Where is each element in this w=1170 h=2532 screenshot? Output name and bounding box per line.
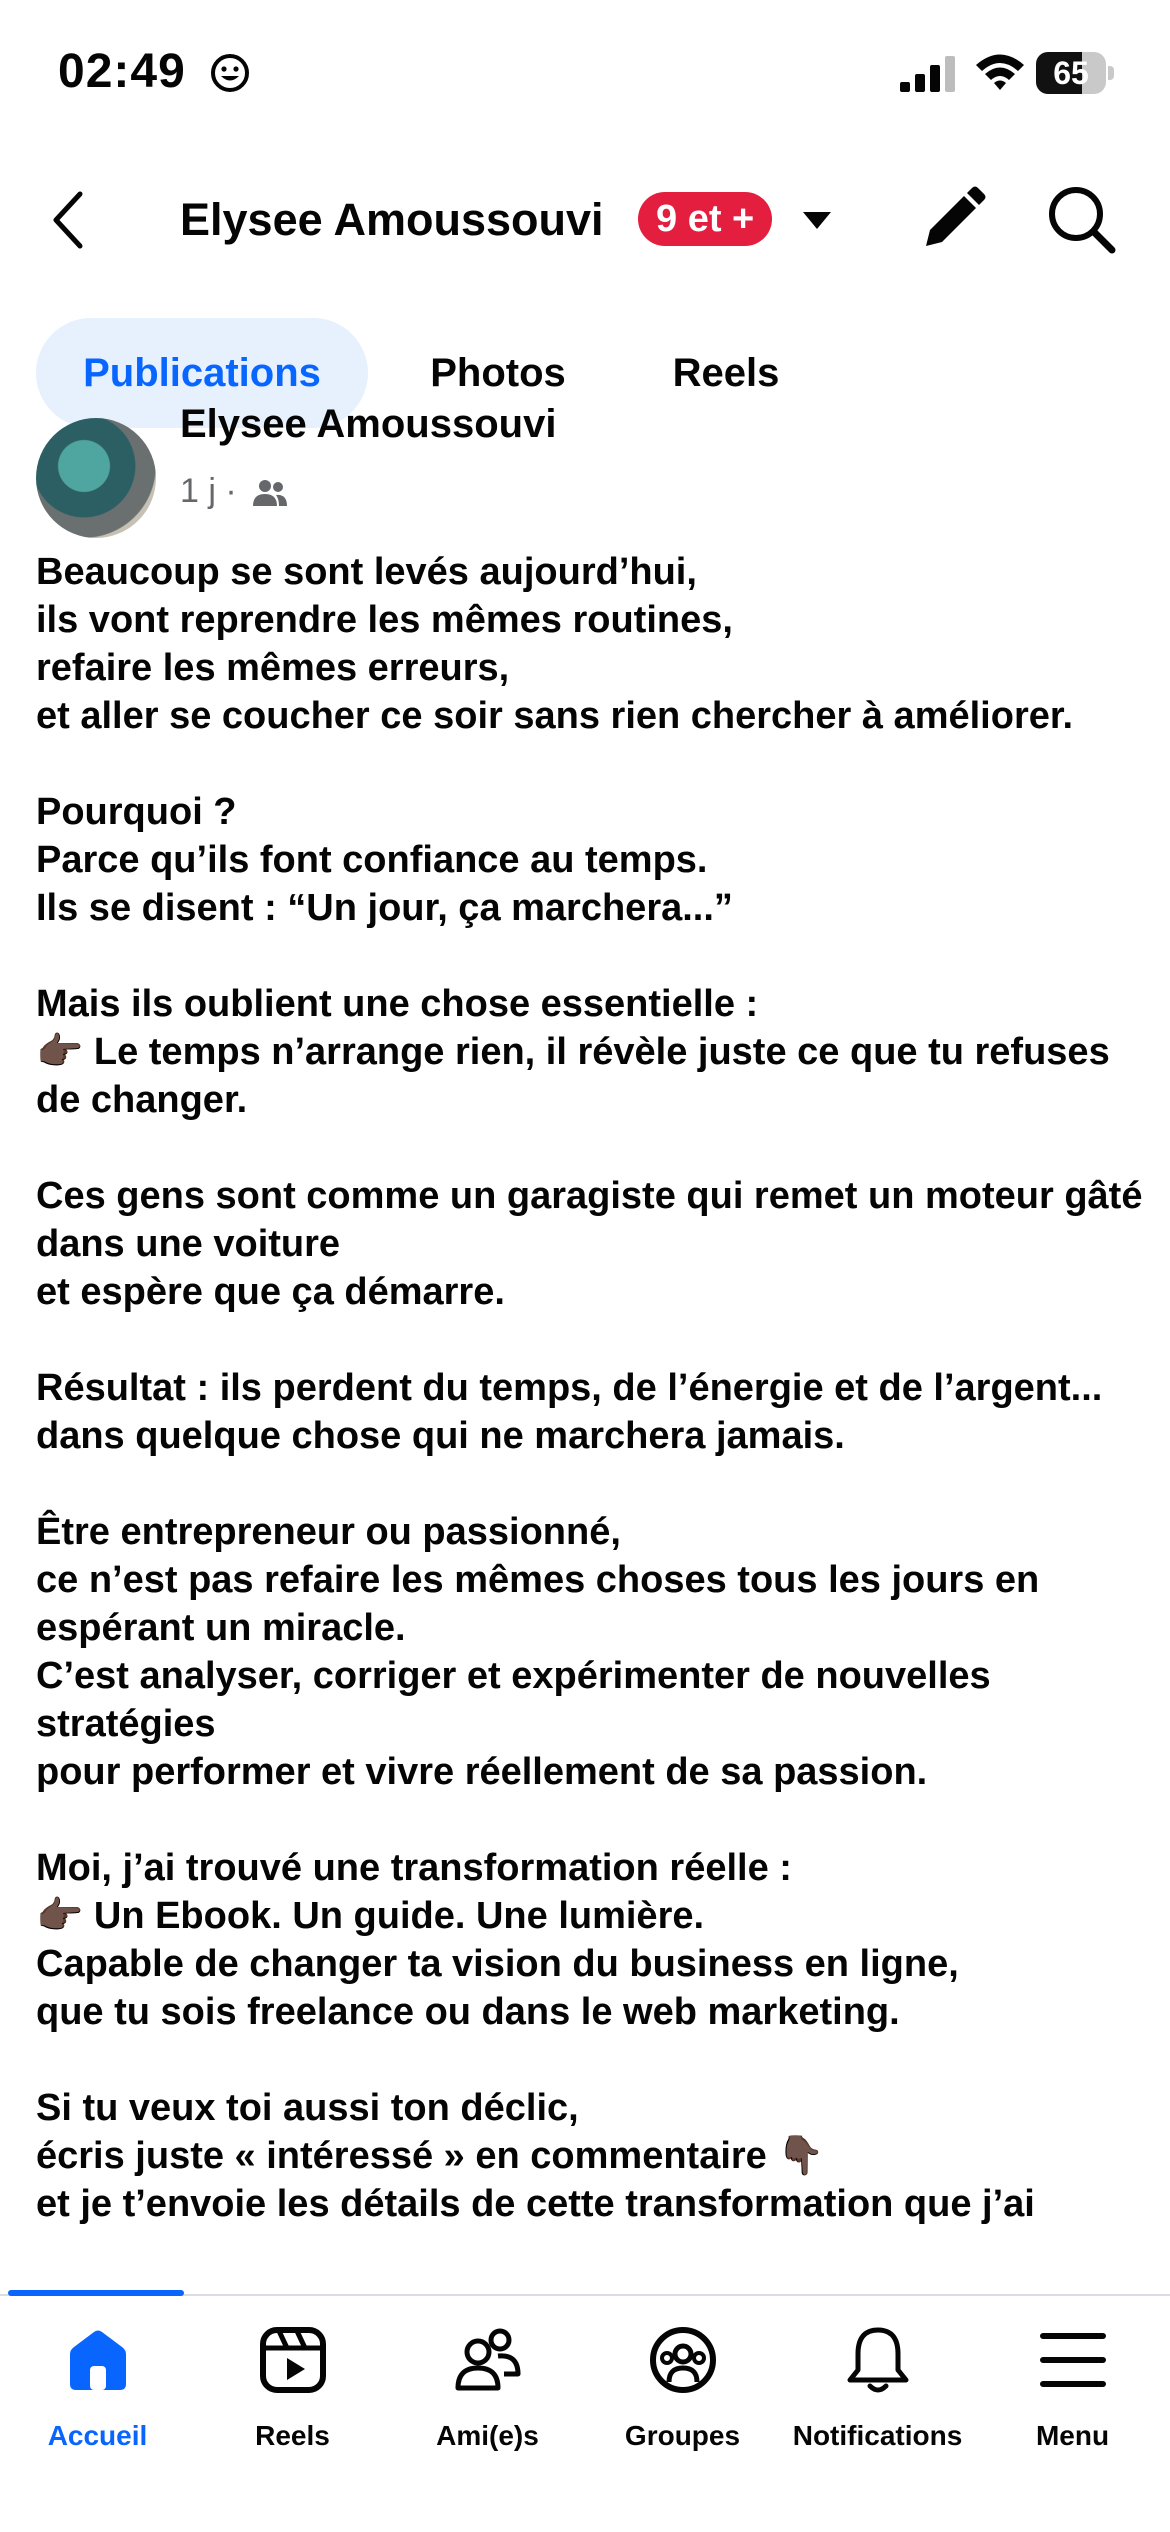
post-paragraph: Beaucoup se sont levés aujourd’hui, ils vont reprendre les mêmes routines, refaire les mêmes erreurs, et aller se coucher ce soir sans rien chercher à améliorer.	[36, 551, 1074, 737]
reels-icon	[257, 2324, 329, 2396]
post-paragraph: Si tu veux toi aussi ton déclic, écris juste « intéressé » en commentaire 👇🏿 et je t’envoie les détails de cette transformation que j’ai	[36, 2087, 1035, 2225]
post-paragraph: Être entrepreneur ou passionné, ce n’est pas refaire les mêmes choses tous les jours en espérant un miracle. C’est analyser, corriger et expérimenter de nouvelles stratégies pour performer et vivre réellement de sa passion.	[36, 1511, 1040, 1793]
nav-home[interactable]	[0, 2296, 195, 2496]
battery-nub	[1108, 66, 1114, 80]
tab-reels[interactable]: Reels	[672, 351, 780, 395]
friends-icon	[452, 2324, 524, 2396]
edit-pencil-icon[interactable]	[918, 184, 988, 254]
nav-menu[interactable]	[975, 2296, 1170, 2496]
menu-icon	[1037, 2324, 1109, 2396]
nav-label: Notifications	[792, 2420, 963, 2451]
tab-publications[interactable]: Publications	[36, 318, 368, 428]
groups-icon	[647, 2324, 719, 2396]
nav-reels[interactable]	[195, 2296, 390, 2496]
back-arrow-icon[interactable]	[44, 188, 94, 252]
battery-indicator	[1036, 52, 1114, 94]
bell-icon	[842, 2324, 914, 2396]
post-paragraph: Moi, j’ai trouvé une transformation réelle : 👉🏿 Un Ebook. Un guide. Une lumière. Capable de changer ta vision du business en ligne, que tu sois freelance ou dans le web marketing.	[36, 1847, 959, 2033]
profile-tabs	[0, 318, 1170, 428]
post-paragraph: Mais ils oublient une chose essentielle : 👉🏿 Le temps n’arrange rien, il révèle juste ce que tu refuses de changer.	[36, 983, 1110, 1121]
post-paragraph: Ces gens sont comme un garagiste qui remet un moteur gâté dans une voiture et espère que ça démarre.	[36, 1175, 1143, 1313]
nav-label: Menu	[1035, 2420, 1110, 2451]
nav-label: Accueil	[47, 2420, 148, 2451]
bottom-navigation	[0, 2296, 1170, 2532]
nav-label: Reels	[255, 2420, 330, 2451]
status-bar	[0, 0, 1170, 150]
tab-photos[interactable]: Photos	[430, 351, 566, 395]
nav-groups[interactable]	[585, 2296, 780, 2496]
battery-level: 65	[1053, 55, 1089, 91]
post-author[interactable]: Elysee Amoussouvi	[180, 402, 557, 446]
status-time: 02:49	[58, 45, 186, 98]
nav-label: Ami(e)s	[436, 2420, 539, 2451]
home-icon	[62, 2324, 134, 2396]
chevron-down-icon[interactable]	[800, 208, 834, 232]
post-body	[36, 548, 1146, 2288]
nav-notifications[interactable]	[780, 2296, 975, 2496]
post-paragraph: Résultat : ils perdent du temps, de l’énergie et de l’argent... dans quelque chose qui ne marchera jamais.	[36, 1367, 1103, 1457]
post-header	[0, 402, 1170, 538]
profile-name[interactable]: Elysee Amoussouvi	[180, 194, 604, 245]
meta-separator: ·	[225, 472, 237, 510]
post-paragraph: Pourquoi ? Parce qu’ils font confiance au temps. Ils se disent : “Un jour, ça marchera...”	[36, 791, 733, 929]
search-icon[interactable]	[1044, 182, 1118, 256]
notification-badge[interactable]: 9 et +	[638, 192, 772, 246]
nav-friends[interactable]	[390, 2296, 585, 2496]
post-time[interactable]: 1 j	[180, 472, 216, 510]
profile-header	[0, 160, 1170, 280]
battery-body	[1036, 52, 1106, 94]
cellular-signal-icon	[900, 56, 956, 92]
friends-audience-icon	[252, 478, 288, 508]
wifi-icon	[974, 52, 1026, 92]
post-meta	[180, 472, 288, 511]
author-avatar[interactable]	[36, 418, 156, 538]
nav-label: Groupes	[624, 2420, 741, 2451]
smiley-icon	[210, 53, 250, 93]
